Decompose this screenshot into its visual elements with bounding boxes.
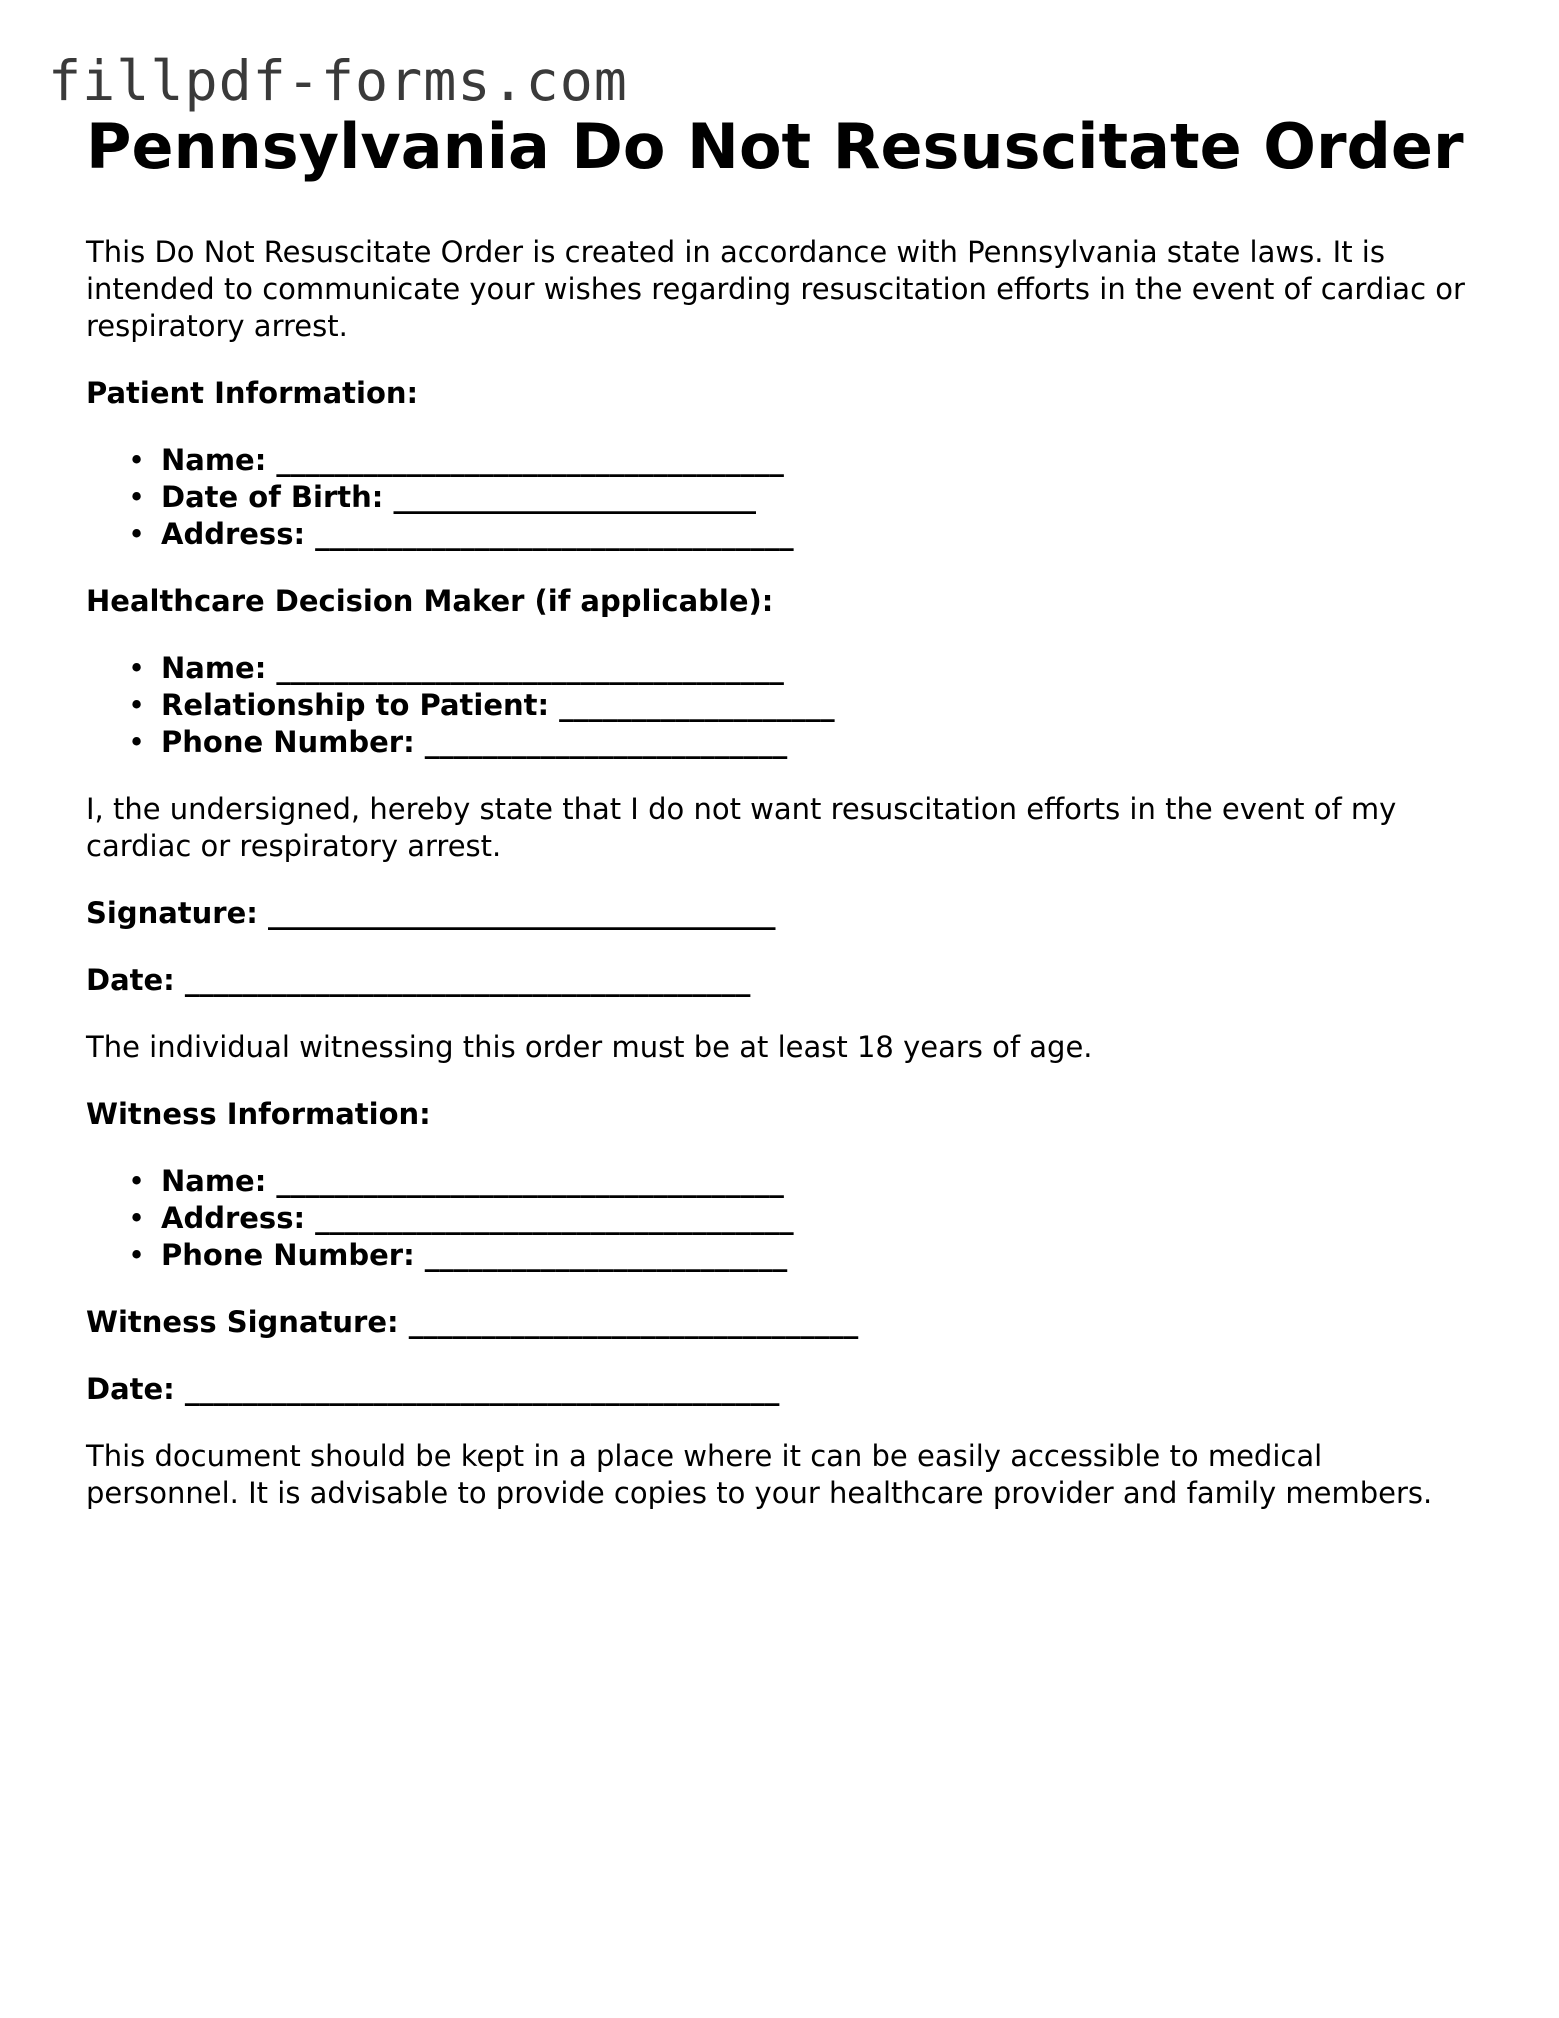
patient-name-field[interactable]: • Name: ___________________________________ — [161, 442, 1486, 479]
patient-info-list — [86, 442, 1486, 553]
witness-address-field[interactable]: • Address: _________________________________ — [161, 1200, 1486, 1237]
witness-name-field[interactable]: • Name: ___________________________________ — [161, 1163, 1486, 1200]
intro-paragraph: This Do Not Resuscitate Order is created in accordance with Pennsylvania state laws. It is intended to communicate your wishes regarding resuscitation efforts in the event of cardiac or respiratory arrest. — [86, 235, 1465, 343]
statement-paragraph: I, the undersigned, hereby state that I do not want resuscitation efforts in the event of my cardiac or respiratory arrest. — [86, 792, 1397, 863]
patient-info-heading: Patient Information: — [86, 376, 419, 410]
patient-address-field[interactable]: • Address: _________________________________ — [161, 516, 1486, 553]
decision-maker-name-field[interactable]: • Name: ___________________________________ — [161, 650, 1486, 687]
decision-maker-relationship-field[interactable]: • Relationship to Patient: ___________________ — [161, 687, 1486, 724]
signature-field[interactable]: Signature: ___________________________________ — [86, 896, 776, 930]
closing-paragraph: This document should be kept in a place where it can be easily accessible to medical personnel. It is advisable to provide copies to your healthcare provider and family members. — [86, 1439, 1433, 1510]
witness-info-list — [86, 1163, 1486, 1274]
witness-signature-field[interactable]: Witness Signature: _______________________________ — [86, 1305, 859, 1339]
signature-date-field[interactable]: Date: _______________________________________ — [86, 963, 751, 997]
document-title: Pennsylvania Do Not Resuscitate Order — [86, 110, 1464, 183]
witness-date-field[interactable]: Date: _________________________________________ — [86, 1372, 780, 1406]
patient-dob-field[interactable]: • Date of Birth: _________________________ — [161, 479, 1486, 516]
witness-phone-field[interactable]: • Phone Number: _________________________ — [161, 1237, 1486, 1274]
decision-maker-list — [86, 650, 1486, 761]
decision-maker-heading: Healthcare Decision Maker (if applicable): — [86, 584, 774, 618]
watermark: fillpdf-forms.com — [48, 49, 628, 113]
document-body — [86, 108, 1486, 1542]
witness-info-heading: Witness Information: — [86, 1097, 431, 1131]
decision-maker-phone-field[interactable]: • Phone Number: _________________________ — [161, 724, 1486, 761]
witness-age-note: The individual witnessing this order must be at least 18 years of age. — [86, 1030, 1093, 1064]
